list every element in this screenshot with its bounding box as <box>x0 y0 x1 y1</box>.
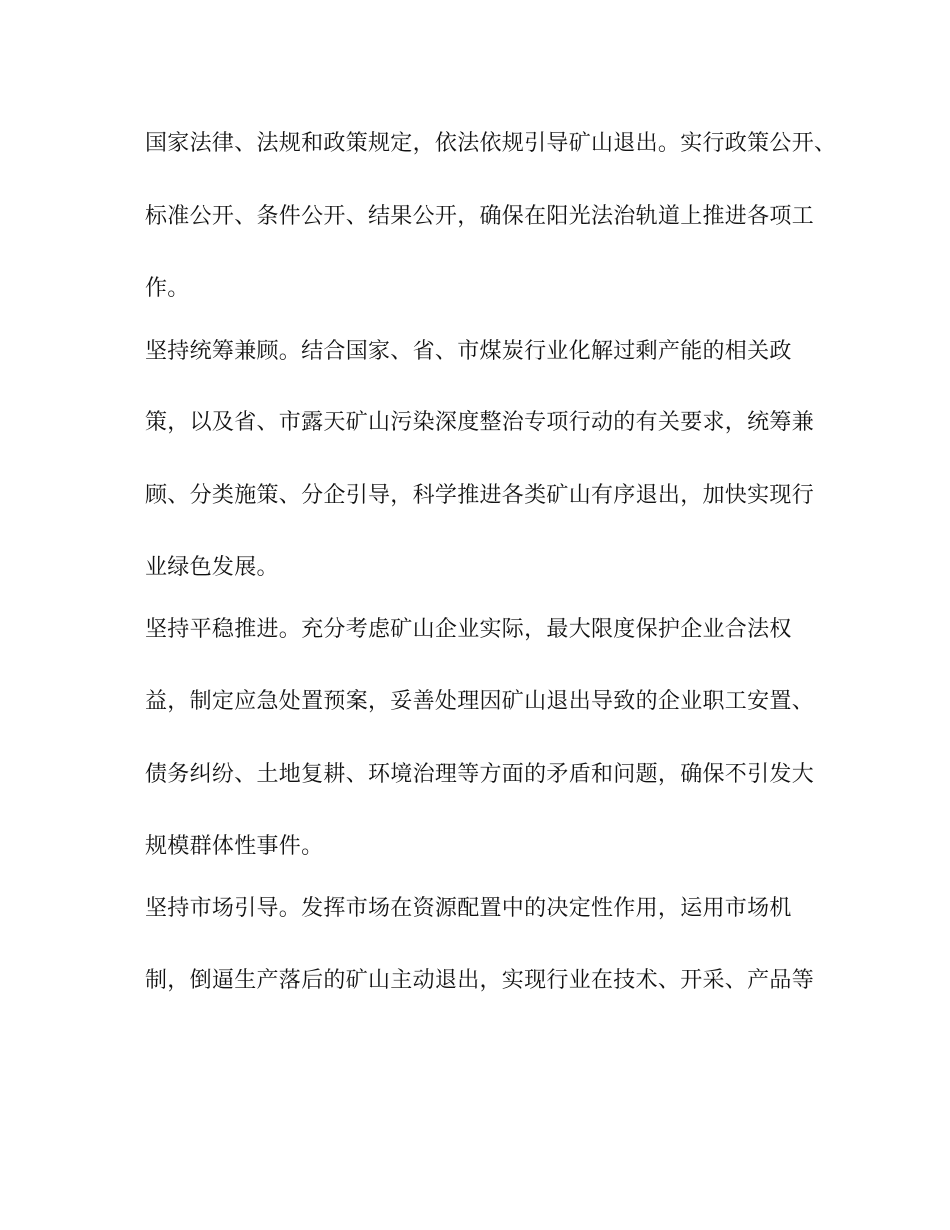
text-line: 顾、分类施策、分企引导，科学推进各类矿山有序退出，加快实现行 <box>145 483 815 508</box>
text-line: 制，倒逼生产落后的矿山主动退出，实现行业在技术、开采、产品等 <box>145 968 815 993</box>
text-line: 国家法律、法规和政策规定，依法依规引导矿山退出。实行政策公开、 <box>145 131 837 156</box>
text-line: 坚持平稳推进。充分考虑矿山企业实际，最大限度保护企业合法权 <box>145 617 792 642</box>
text-line: 债务纠纷、土地复耕、环境治理等方面的矛盾和问题，确保不引发大 <box>145 762 815 787</box>
text-line: 规模群体性事件。 <box>145 834 324 859</box>
text-line: 标准公开、条件公开、结果公开，确保在阳光法治轨道上推进各项工 <box>145 204 815 229</box>
text-line: 策，以及省、市露天矿山污染深度整治专项行动的有关要求，统筹兼 <box>145 410 815 435</box>
text-line: 坚持统筹兼顾。结合国家、省、市煤炭行业化解过剩产能的相关政 <box>145 339 792 364</box>
text-line: 益，制定应急处置预案，妥善处理因矿山退出导致的企业职工安置、 <box>145 689 815 714</box>
text-line: 作。 <box>145 276 190 301</box>
text-line: 业绿色发展。 <box>145 555 279 580</box>
text-line: 坚持市场引导。发挥市场在资源配置中的决定性作用，运用市场机 <box>145 896 792 921</box>
